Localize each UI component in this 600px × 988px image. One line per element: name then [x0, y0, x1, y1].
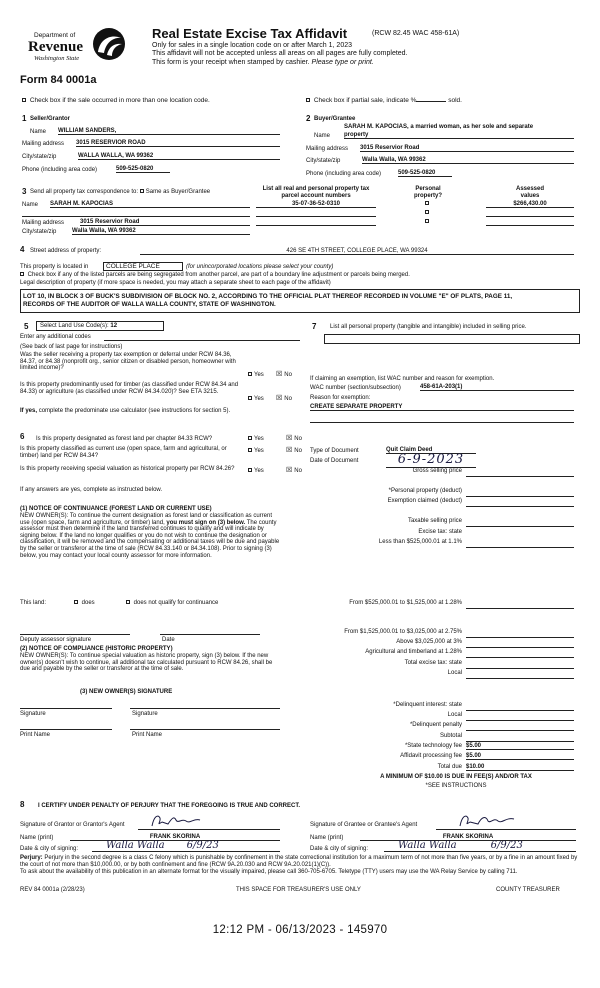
wac-field[interactable]: 458-61A-203(1): [420, 384, 574, 391]
partial-sale-check[interactable]: Check box if partial sale, indicate % sold.: [306, 97, 462, 104]
excise-state-label: Excise tax: state: [418, 529, 462, 535]
s5-q1-no[interactable]: ☒ No: [276, 371, 292, 378]
seller-city-field[interactable]: WALLA WALLA, WA 99362: [78, 153, 280, 160]
notice1-text: NEW OWNER(S): To continue the current designation as forest land or classification as current use (open space, farm and agriculture, or timber) land, you must sign on (3) below. The county assessor must then determine if the land transferred continues to qualify and will indicate by signing below. If the land no longer qualifies or you do not wish to continue the designation or classification, it will be removed and the compensating or additional taxes will be due and payable by the seller or transferor at the time of sale (RCW 84.33.140 or 84.34.108). Prior to signing (3) below, you may contact your local county assessor for more information.: [20, 513, 280, 559]
availability-text: To ask about the availability of this publication in an alternate format for the visually impaired, please call 360-705-6705. Teletype (TTY) users may use the WA Relay Service by calling 711.: [20, 869, 518, 875]
assessed-value-field[interactable]: $266,430.00: [486, 201, 574, 208]
doc-date-label: Date of Document: [310, 458, 359, 464]
grantee-sig-label: Signature of Grantee or Grantee's Agent: [310, 822, 418, 828]
assessed-head2: values: [520, 193, 540, 199]
grantor-date-city-field[interactable]: Walla Walla 6/9/23: [92, 840, 280, 852]
owner-sig-head: (3) NEW OWNER(S) SIGNATURE: [80, 689, 173, 695]
deputy-date-label: Date: [162, 637, 175, 643]
s6-q2: Is this property classified as current use (open space, farm and agricultural, or timber) land per RCW 84.34?: [20, 446, 227, 459]
buyer-phone-field[interactable]: 509-525-0820: [398, 170, 452, 177]
perjury-text: Perjury: Perjury in the second degree is a class C felony which is punishable by confinement in the state correctional institution for a maximum term of not more than five years, or by a fine in an amount fixed by the court of not more than $10,000.00, or by both confinement and fine (RCW 9A.20.030 and RCW 9A.20.021(1)(C)).: [20, 855, 578, 868]
dept-line1: Department of: [34, 32, 76, 39]
s5-q2-note: If yes, complete the predominate use calculator (see instructions for section 5).: [20, 408, 231, 414]
local2-label: Local: [447, 712, 462, 718]
reason-field[interactable]: CREATE SEPARATE PROPERTY: [310, 404, 574, 411]
seller-addr-label: Mailing address: [22, 141, 65, 147]
local-label: Local: [447, 670, 462, 676]
grantee-date-city-field[interactable]: Walla Walla 6/9/23: [384, 840, 576, 852]
dept-line2: Revenue: [28, 39, 83, 55]
segregated-check[interactable]: Check box if any of the listed parcels are being segregated from another parcel, are part of a boundary line adjustment or parcels being merged.: [20, 272, 410, 278]
s5-q2: Is this property predominantly used for timber (as classified under RCW 84.34 and 84.33) or agriculture (as classified under RCW 84.34.020)? See ETA 3215.: [20, 382, 239, 395]
grantee-name-field[interactable]: FRANK SKORINA: [360, 834, 576, 841]
personal-check-2[interactable]: [425, 210, 431, 216]
personal-check-1[interactable]: [425, 201, 431, 207]
affidavit-fee-label: Affidavit processing fee: [400, 753, 462, 759]
grantor-sig-label: Signature of Grantor or Grantor's Agent: [20, 822, 125, 828]
deputy-sig-label: Deputy assessor signature: [20, 637, 92, 643]
doc-date-field[interactable]: 6-9-2023: [386, 452, 476, 468]
form-title: Real Estate Excise Tax Affidavit: [152, 26, 348, 41]
buyer-heading: Buyer/Grantee: [314, 116, 356, 122]
owner-print1-label: Print Name: [20, 732, 51, 738]
land-does-check[interactable]: does: [74, 600, 95, 606]
header-line3: This form is your receipt when stamped by cashier. Please type or print.: [152, 59, 374, 66]
header-line2: This affidavit will not be accepted unless all areas on all pages are fully completed.: [152, 50, 408, 57]
certify-text: I CERTIFY UNDER PENALTY OF PERJURY THAT THE FOREGOING IS TRUE AND CORRECT.: [38, 803, 301, 809]
land-does-not-check[interactable]: does not qualify for continuance: [126, 600, 218, 606]
minimum-note: A MINIMUM OF $10.00 IS DUE IN FEE(S) AND/OR TAX: [380, 774, 532, 780]
personal-head1: Personal: [415, 186, 441, 192]
buyer-addr-field[interactable]: 3015 Reservior Road: [360, 145, 574, 152]
delinq-penalty-label: *Delinquent penalty: [409, 722, 462, 728]
see-back-label: (See back of last page for instructions): [20, 344, 123, 350]
owner-print2-label: Print Name: [132, 732, 163, 738]
grantor-date-city-label: Date & city of signing:: [20, 846, 79, 852]
s5-q2-no[interactable]: ☒ No: [276, 395, 292, 402]
s6-q1: Is this property designated as forest land per chapter 84.33 RCW?: [36, 436, 213, 442]
parcel-head2: parcel account numbers: [281, 193, 351, 199]
seller-phone-field[interactable]: 509-525-0820: [116, 166, 170, 173]
additional-codes-field[interactable]: [104, 334, 300, 341]
notice1-head: (1) NOTICE OF CONTINUANCE (FOREST LAND OR CURRENT USE): [20, 506, 212, 512]
section4-num: 4: [20, 245, 25, 254]
doc-type-field[interactable]: Quit Claim Deed: [386, 447, 476, 454]
legal-label: Legal description of property (if more space is needed, you may attach a separate sheet to each page of the affidavit): [20, 280, 331, 286]
delinq-interest-label: *Delinquent interest: state: [393, 702, 462, 708]
logo-swirl-icon: [90, 26, 128, 62]
subtotal-label: Subtotal: [439, 733, 462, 739]
multi-location-check[interactable]: Check box if the sale occurred in more than one location code.: [22, 97, 210, 104]
section7-num: 7: [312, 322, 317, 331]
corr-name-label: Name: [22, 202, 39, 208]
rev-number: REV 84 0001a (2/28/23): [20, 887, 85, 893]
enter-codes-label: Enter any additional codes: [20, 334, 91, 340]
corr-addr-field[interactable]: 3015 Reservior Road: [80, 219, 250, 226]
tech-fee-label: *State technology fee: [404, 743, 462, 749]
see-instructions: *SEE INSTRUCTIONS: [425, 783, 487, 789]
from-1525-label: From $1,525,000.01 to $3,025,000 at 2.75%: [344, 629, 462, 635]
seller-phone-label: Phone (including area code): [22, 167, 98, 173]
total-due-field[interactable]: $10.00: [466, 764, 574, 771]
section5-num: 5: [24, 322, 29, 331]
grantee-date-city-label: Date & city of signing:: [310, 846, 369, 852]
seller-heading: Seller/Grantor: [30, 116, 71, 122]
less-525-label: Less than $525,000.01 at 1.1%: [378, 539, 462, 545]
gross-label: Gross selling price: [412, 468, 462, 474]
exemption-intro: If claiming an exemption, list WAC number and reason for exemption.: [310, 376, 495, 382]
doc-type-label: Type of Document: [310, 448, 359, 454]
this-land-label: This land:: [20, 600, 47, 606]
street-address-field[interactable]: 426 SE 4TH STREET, COLLEGE PLACE, WA 99324: [140, 248, 574, 255]
s6-q1-yes[interactable]: Yes: [248, 436, 264, 442]
grantor-name-label: Name (print): [20, 835, 54, 841]
personal-check-3[interactable]: [425, 219, 431, 225]
county-treasurer: COUNTY TREASURER: [496, 887, 560, 893]
agri-label: Agricultural and timberland at 1.28%: [365, 649, 462, 655]
seller-city-label: City/state/zip: [22, 154, 57, 160]
revenue-logo: [30, 26, 130, 70]
reason-label: Reason for exemption:: [310, 395, 371, 401]
s6-q3-yes[interactable]: Yes: [248, 468, 264, 474]
s6-q1-no[interactable]: ☒ No: [286, 435, 302, 442]
buyer-addr-label: Mailing address: [306, 146, 349, 152]
located-in-label: This property is located in: [20, 264, 89, 270]
affidavit-fee-field[interactable]: $5.00: [466, 753, 574, 760]
corr-city-label: City/state/zip: [22, 229, 57, 235]
section8-num: 8: [20, 800, 25, 809]
buyer-name-label: Name: [314, 133, 331, 139]
recording-stamp: 12:12 PM - 06/13/2023 - 145970: [212, 924, 388, 936]
s6-q3: Is this property receiving special valuation as historical property per RCW 84.26?: [20, 466, 235, 472]
grantee-signature: [456, 812, 520, 830]
grantee-name-label: Name (print): [310, 835, 344, 841]
corr-city-field[interactable]: Walla Walla, WA 99362: [72, 228, 250, 235]
legal-line1: LOT 10, IN BLOCK 3 OF BUCK'S SUBDIVISION OF BLOCK NO. 2, ACCORDING TO THE OFFICIAL PLAT THEREOF RECORDED IN VOLUME "E" OF PLATS, PAGE 11,: [23, 293, 513, 300]
owner-sig1-label: Signature: [20, 711, 46, 717]
corr-name-field[interactable]: SARAH M. KAPOCIAS: [50, 201, 250, 208]
wac-label: WAC number (section/subsection): [310, 385, 401, 391]
personal-list-field[interactable]: [324, 334, 580, 344]
buyer-city-field[interactable]: Walla Walla, WA 99362: [362, 157, 574, 164]
section6-num: 6: [20, 432, 25, 441]
seller-name-label: Name: [30, 129, 47, 135]
parcel-number-field[interactable]: 35-07-36-52-0310: [256, 201, 376, 208]
total-due-label: Total due: [437, 764, 462, 770]
parcel-head1: List all real and personal property tax: [262, 186, 370, 192]
section1-num: 1: [22, 114, 27, 123]
buyer-name-field[interactable]: property: [344, 132, 574, 139]
s6-if-any: If any answers are yes, complete as instructed below.: [20, 487, 163, 493]
owner-sig2-label: Signature: [132, 711, 158, 717]
correspondence-heading: Send all property tax correspondence to: Same as Buyer/Grantee: [30, 189, 211, 195]
personal-head2: property?: [413, 193, 442, 199]
form-number: Form 84 0001a: [20, 74, 97, 86]
treasurer-space: THIS SPACE FOR TREASURER'S USE ONLY: [236, 887, 361, 893]
corr-addr-label: Mailing address: [22, 220, 65, 226]
assessed-head1: Assessed: [515, 186, 545, 192]
dept-line3: Washington State: [34, 55, 80, 62]
taxable-label: Taxable selling price: [407, 518, 462, 524]
exemption-claimed-label: Exemption claimed (deduct): [387, 498, 462, 504]
s5-q1-yes[interactable]: Yes: [248, 372, 264, 378]
s6-q2-no[interactable]: ☒ No: [286, 447, 302, 454]
form-rcw: (RCW 82.45 WAC 458-61A): [372, 30, 460, 37]
seller-addr-field[interactable]: 3015 RESERVIOR ROAD: [76, 140, 280, 147]
s6-q2-yes[interactable]: Yes: [248, 448, 264, 454]
tech-fee-field[interactable]: $5.00: [466, 743, 574, 750]
above-3025-label: Above $3,025,000 at 3%: [396, 639, 462, 645]
grantor-name-field[interactable]: FRANK SKORINA: [70, 834, 280, 841]
notice2-text: NEW OWNER(S): To continue special valuation as historic property, sign (3) below. If the new owner(s) doesn't wish to continue, all additional tax calculated pursuant to RCW 84.26, shall be due and payable by the seller or transferor at the time of sale.: [20, 653, 273, 673]
personal-list-label: List all personal property (tangible and intangible) included in selling price.: [330, 324, 527, 330]
section2-num: 2: [306, 114, 311, 123]
notice2-head: (2) NOTICE OF COMPLIANCE (HISTORIC PROPERTY): [20, 646, 173, 652]
seller-name-field[interactable]: WILLIAM SANDERS,: [58, 128, 280, 135]
legal-line2: RECORDS OF THE AUDITOR OF WALLA WALLA COUNTY, STATE OF WASHINGTON.: [23, 301, 276, 308]
street-label: Street address of property:: [30, 248, 102, 254]
land-use-select[interactable]: Select Land Use Code(s): 12: [36, 321, 164, 331]
s6-q3-no[interactable]: ☒ No: [286, 467, 302, 474]
s5-q2-yes[interactable]: Yes: [248, 396, 264, 402]
buyer-phone-label: Phone (including area code): [306, 171, 382, 177]
legal-description-field[interactable]: [20, 289, 580, 313]
section3-num: 3: [22, 187, 27, 196]
location-select[interactable]: COLLEGE PLACE: [103, 262, 183, 271]
total-excise-label: Total excise tax: state: [404, 660, 462, 666]
s5-q1: Was the seller receiving a property tax exemption or deferral under RCW 84.36, 84.37, or 84.38 (nonprofit org., senior citizen or disabled person, homeowner with limited income)?: [20, 352, 236, 372]
buyer-city-label: City/state/zip: [306, 158, 341, 164]
grantor-signature: [148, 812, 208, 830]
personal-deduct-label: *Personal property (deduct): [388, 488, 462, 494]
uninc-note: (for unincorporated locations please select your county): [186, 264, 334, 270]
header-line1: Only for sales in a single location code on or after March 1, 2023: [152, 42, 352, 49]
buyer-name-line1: SARAH M. KAPOCIAS, a married woman, as her sole and separate: [344, 124, 534, 130]
from-525-label: From $525,000.01 to $1,525,000 at 1.28%: [349, 600, 462, 606]
